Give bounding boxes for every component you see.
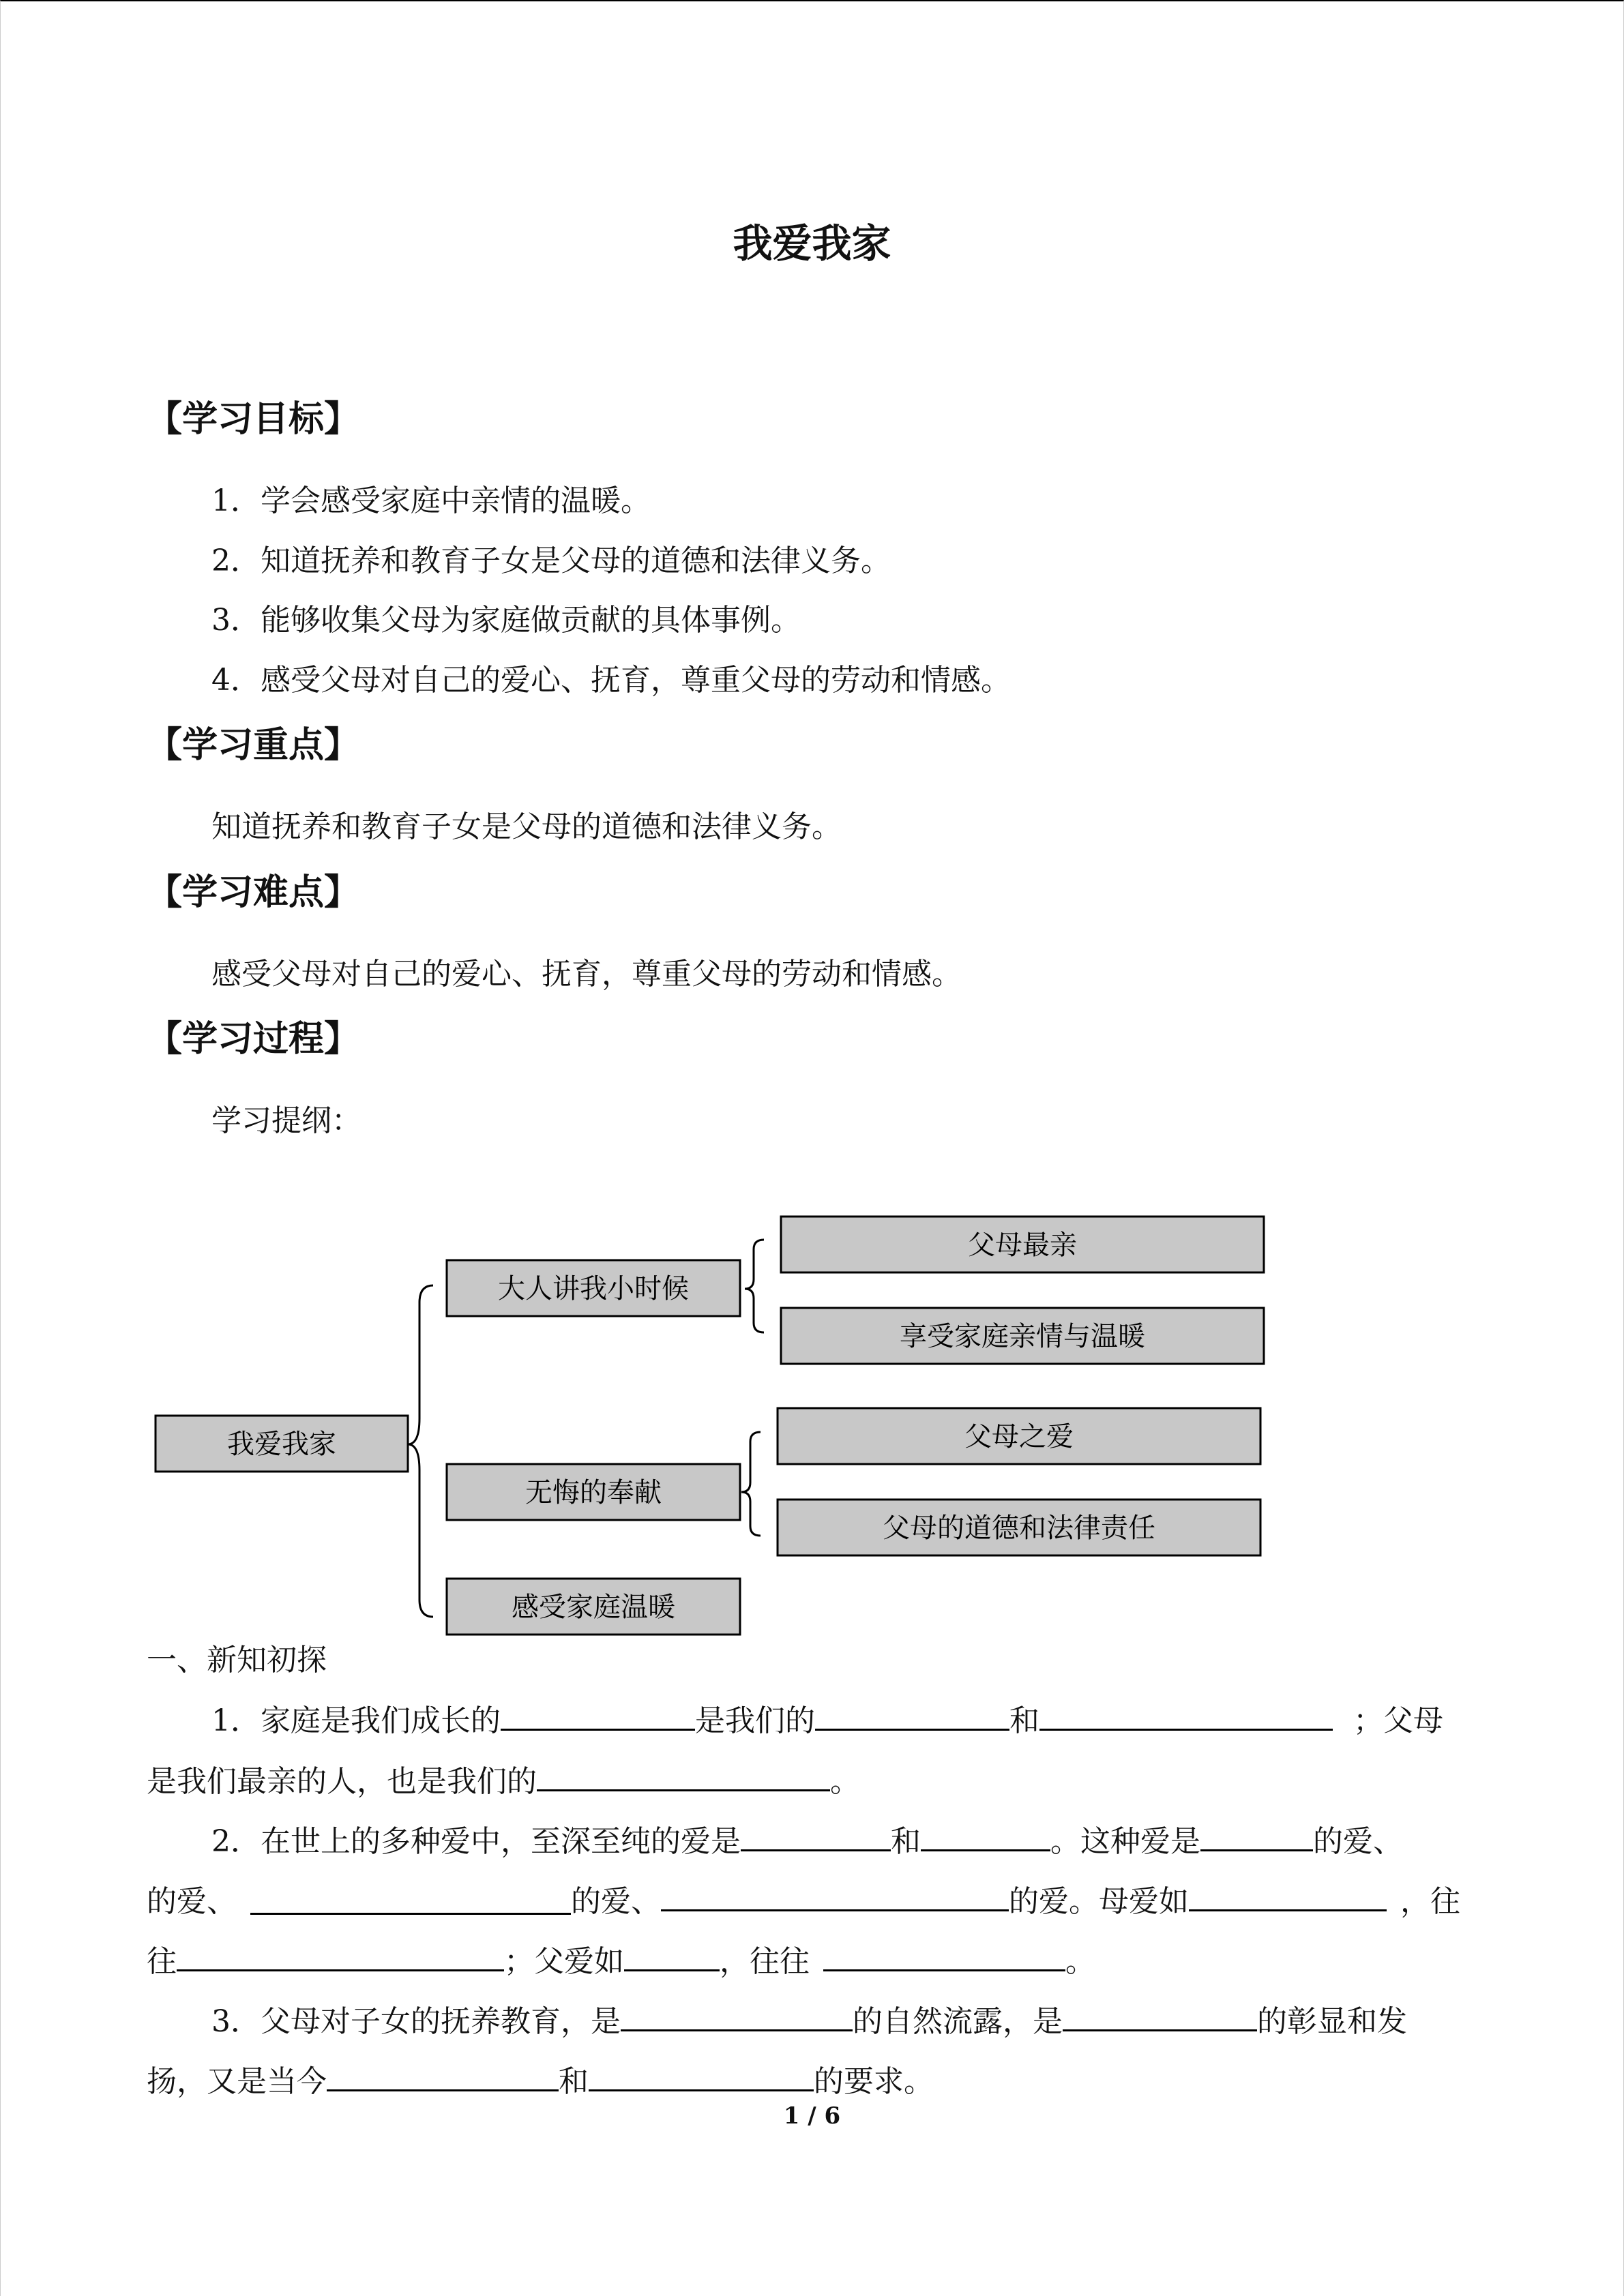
branch2-brace	[741, 1432, 761, 1536]
branch2-label: 无悔的奉献	[525, 1477, 662, 1508]
root-label: 我爱我家	[227, 1429, 336, 1460]
branch1-brace	[745, 1240, 764, 1332]
goals-heading: 【学习目标】	[147, 399, 360, 440]
answer-blank[interactable]	[1200, 1821, 1313, 1851]
answer-blank[interactable]	[1063, 2001, 1257, 2031]
key-point-heading: 【学习重点】	[147, 725, 360, 766]
question-2-line-1: 2．在世上的多种爱中，至深至纯的爱是 和 。这种爱是 的爱、	[147, 1817, 1477, 1860]
branch1-leaf1-label: 父母最亲	[968, 1229, 1077, 1261]
main-brace	[408, 1285, 433, 1617]
outline-label: 学习提纲：	[211, 1103, 361, 1138]
question-2-line-2: 的爱、 的爱、 的爱。母爱如 ，往	[147, 1877, 1477, 1920]
key-point-text: 知道抚养和教育子女是父母的道德和法律义务。	[211, 809, 842, 844]
answer-blank[interactable]	[661, 1881, 1009, 1911]
question-1-line-1: 1．家庭是我们成长的 是我们的 和 ；父母	[147, 1696, 1477, 1740]
branch2-leaf1-label: 父母之爱	[964, 1421, 1074, 1452]
answer-blank[interactable]	[921, 1821, 1050, 1851]
page-number: 1 / 6	[783, 2102, 841, 2130]
question-3-line-2: 扬，又是当今 和 的要求。	[147, 2057, 1477, 2100]
page-title: 我爱我家	[733, 220, 891, 267]
answer-blank[interactable]	[327, 2061, 559, 2091]
answer-blank[interactable]	[589, 2061, 814, 2091]
question-3-line-1: 3．父母对子女的抚养教育，是 的自然流露，是 的彰显和发	[147, 1997, 1477, 2040]
goal-item: 2．知道抚养和教育子女是父母的道德和法律义务。	[211, 543, 891, 578]
branch2-leaf2-label: 父母的道德和法律责任	[883, 1512, 1155, 1544]
answer-blank[interactable]	[621, 2001, 853, 2031]
question-1-line-2: 是我们最亲的人，也是我们的 。	[147, 1757, 1477, 1800]
answer-blank[interactable]	[624, 1941, 720, 1971]
difficulty-heading: 【学习难点】	[147, 872, 360, 913]
answer-blank[interactable]	[823, 1941, 1065, 1971]
answer-blank[interactable]	[1039, 1700, 1333, 1731]
process-heading: 【学习过程】	[147, 1019, 360, 1060]
difficulty-text: 感受父母对自己的爱心、抚育，尊重父母的劳动和情感。	[211, 957, 962, 992]
branch1-leaf2-label: 享受家庭亲情与温暖	[900, 1321, 1145, 1352]
goal-item: 3．能够收集父母为家庭做贡献的具体事例。	[211, 603, 801, 638]
branch3-label: 感受家庭温暖	[512, 1592, 675, 1623]
answer-blank[interactable]	[1189, 1881, 1387, 1911]
answer-blank[interactable]	[177, 1941, 504, 1971]
goal-item: 1．学会感受家庭中亲情的温暖。	[211, 483, 651, 518]
answer-blank[interactable]	[250, 1884, 571, 1915]
goal-item: 4．感受父母对自己的爱心、抚育，尊重父母的劳动和情感。	[211, 663, 1011, 698]
exercise-heading: 一、新知初探	[147, 1643, 327, 1678]
answer-blank[interactable]	[501, 1700, 695, 1731]
answer-blank[interactable]	[537, 1761, 830, 1791]
answer-blank[interactable]	[741, 1821, 891, 1851]
branch1-label: 大人讲我小时候	[498, 1273, 689, 1304]
answer-blank[interactable]	[815, 1700, 1009, 1731]
question-2-line-3: 往 ；父爱如 ，往往 。	[147, 1937, 1477, 1980]
